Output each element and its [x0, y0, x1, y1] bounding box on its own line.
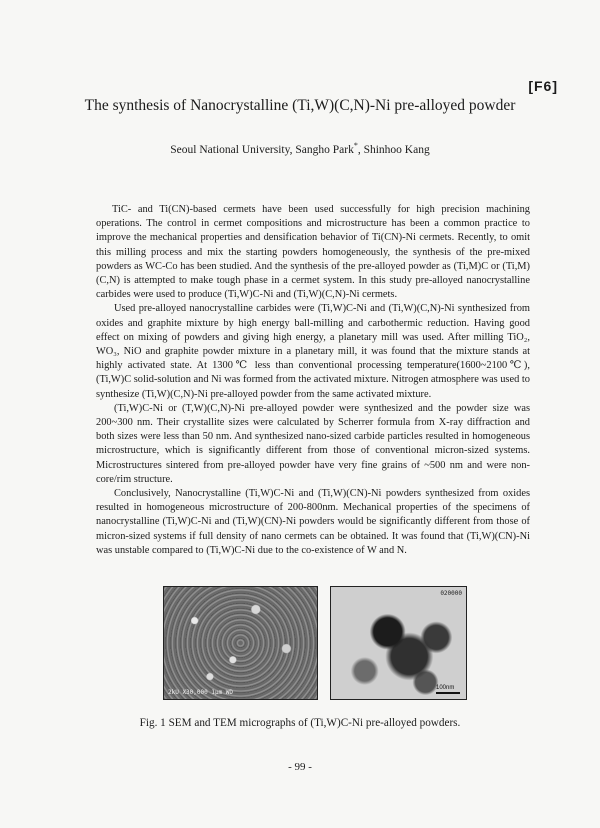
tem-micrograph: [330, 586, 467, 700]
authors-affiliation: Seoul National University, Sangho Park: [170, 143, 354, 156]
paragraph-1: TiC- and Ti(CN)-based cermets have been used successfully for high precision machining operations. The control in cermet compositions and microstructure has been a common practice to improve the mechanical properties and densification behavior of Ti(CN)-Ni cermets. Recently, to omit this milling process and mix the starting powders homogeneously, the synthesis of the pre-mixed powders as WC-Co has been studied. And the synthesis of the pre-alloyed powder as (Ti,M)C or (Ti,M)(C,N) is attempted to make tough phase in a cermet system. In this study pre-alloyed nanocrystalline carbides were used to produce (Ti,W)C-Ni and (Ti,W)(C,N)-Ni cermets.: [96, 204, 530, 301]
sem-micrograph: [163, 586, 318, 700]
corresponding-mark: *: [353, 141, 358, 150]
paragraph-3: (Ti,W)C-Ni or (T,W)(C,N)-Ni pre-alloyed powder were synthesized and the powder size was 200~300 nm. Their crystallite sizes were calculated by Scherrer formula from X-ray diffraction and both sizes were less than 50 nm. And synthesized nano-sized carbide particles resulted in homogeneous microstructure, which is significantly different from those of conventional micron-sized systems. Microstructures sintered from pre-alloyed powder have very fine grains of ~500 nm and were non-core/rim structure.: [96, 402, 530, 485]
page-number: - 99 -: [288, 761, 312, 773]
authors-line: [0, 141, 600, 156]
authors-rest: , Shinhoo Kang: [357, 143, 430, 156]
scale-bar-line: [436, 692, 460, 694]
paragraph-4: Conclusively, Nanocrystalline (Ti,W)C-Ni and (Ti,W)(CN)-Ni powders synthesized from oxides resulted in homogeneous microstructure of 200-800nm. Mechanical properties of the specimens of nanocrystalline (Ti,W)C-Ni and (Ti,W)(CN)-Ni powders would be significantly different from those of micron-sized systems if full density of nano cermets can be obtained. It was found that (Ti,W)(CN)-Ni was unstable compared to (Ti,W)C-Ni due to the co-existence of W and N.: [96, 488, 530, 556]
sem-info-bar: 2kU X30,000 1μm WD: [168, 689, 234, 696]
figure-caption: Fig. 1 SEM and TEM micrographs of (Ti,W)C-Ni pre-alloyed powders.: [139, 717, 461, 729]
paper-title: The synthesis of Nanocrystalline (Ti,W)(C,N)-Ni pre-alloyed powder: [84, 97, 516, 114]
paragraph-2: Used pre-alloyed nanocrystalline carbides were (Ti,W)C-Ni and (Ti,W)(C,N)-Ni synthesized from oxides and graphite mixture by high energy ball-milling and carbothermic reduction. Having good effect on mixing of powders and giving high energy, a planetary mill was used. After milling TiO₂, WO₃, NiO and graphite powder mixture in a planetary mill, it was found that the mixture stands at highly activated state. At 1300℃ less than conventional processing temperature(1600~2100℃), (Ti,W)C solid-solution and Ni was formed from the activated mixture. Nitrogen atmosphere was used to synthesize (Ti,W)(C,N)-Ni pre-alloyed powder from the same activated mixture.: [96, 303, 530, 400]
tem-image-id: 020000: [440, 590, 462, 597]
tem-scale-label: 100nm: [436, 685, 455, 691]
tem-scale-bar: [436, 685, 460, 694]
abstract-body: [96, 203, 530, 558]
paper-tag: [F6]: [528, 78, 558, 94]
